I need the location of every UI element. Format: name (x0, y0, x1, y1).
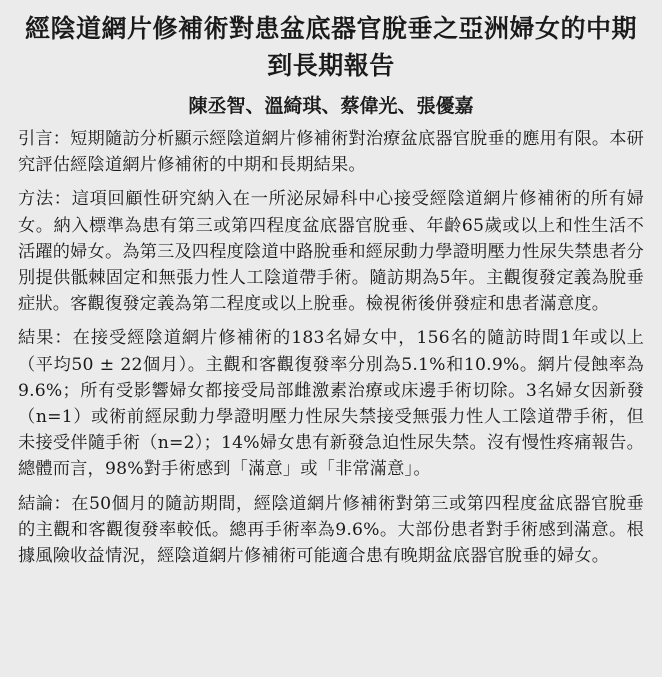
author-list: 陳丞智、溫綺琪、蔡偉光、張優嘉 (188, 95, 474, 117)
section-label: 結論： (18, 493, 72, 514)
section-label: 方法： (18, 189, 72, 210)
section-text: 短期隨訪分析顯示經陰道網片修補術對治療盆底器官脫垂的應用有限。本研究評估經陰道網片修補術的中期和長期結果。 (18, 129, 644, 176)
section-methods (18, 186, 644, 317)
paper-title: 經陰道網片修補術對患盆底器官脫垂之亞洲婦女的中期到長期報告 (24, 14, 637, 80)
section-text: 這項回顧性研究納入在一所泌尿婦科中心接受經陰道網片修補術的所有婦女。納入標準為患有第三或第四程度盆底器官脫垂、年齡65歲或以上和性生活不活躍的婦女。為第三及四程度陰道中路脫垂和經尿動力學證明壓力性尿失禁患者分別提供骶棘固定和無張力性人工陰道帶手術。隨訪期為5年。主觀復發定義為脫垂症狀。客觀復發定義為第二程度或以上脫垂。檢視術後併發症和患者滿意度。 (18, 189, 644, 315)
section-introduction (18, 126, 644, 178)
section-text: 在50個月的隨訪期間，經陰道網片修補術對第三或第四程度盆底器官脫垂的主觀和客觀復發率較低。總再手術率為9.6%。大部份患者對手術感到滿意。根據風險收益情況，經陰道網片修補術可能適合患有晚期盆底器官脫垂的婦女。 (18, 493, 644, 567)
section-text: 在接受經陰道網片修補術的183名婦女中，156名的隨訪時間1年或以上（平均50 ± 22個月）。主觀和客觀復發率分別為5.1%和10.9%。網片侵蝕率為9.6%；所有受影響婦女都接受局部雌激素治療或床邊手術切除。3名婦女因新發（n=1）或術前經尿動力學證明壓力性尿失禁接受無張力性人工陰道帶手術，但未接受伴隨手術（n=2）；14%婦女患有新發急迫性尿失禁。沒有慢性疼痛報告。總體而言，98%對手術感到「滿意」或「非常滿意」。 (18, 328, 644, 480)
section-results (18, 325, 644, 482)
section-label: 引言： (18, 129, 71, 149)
section-label: 結果： (18, 328, 73, 349)
section-conclusion (18, 491, 644, 570)
